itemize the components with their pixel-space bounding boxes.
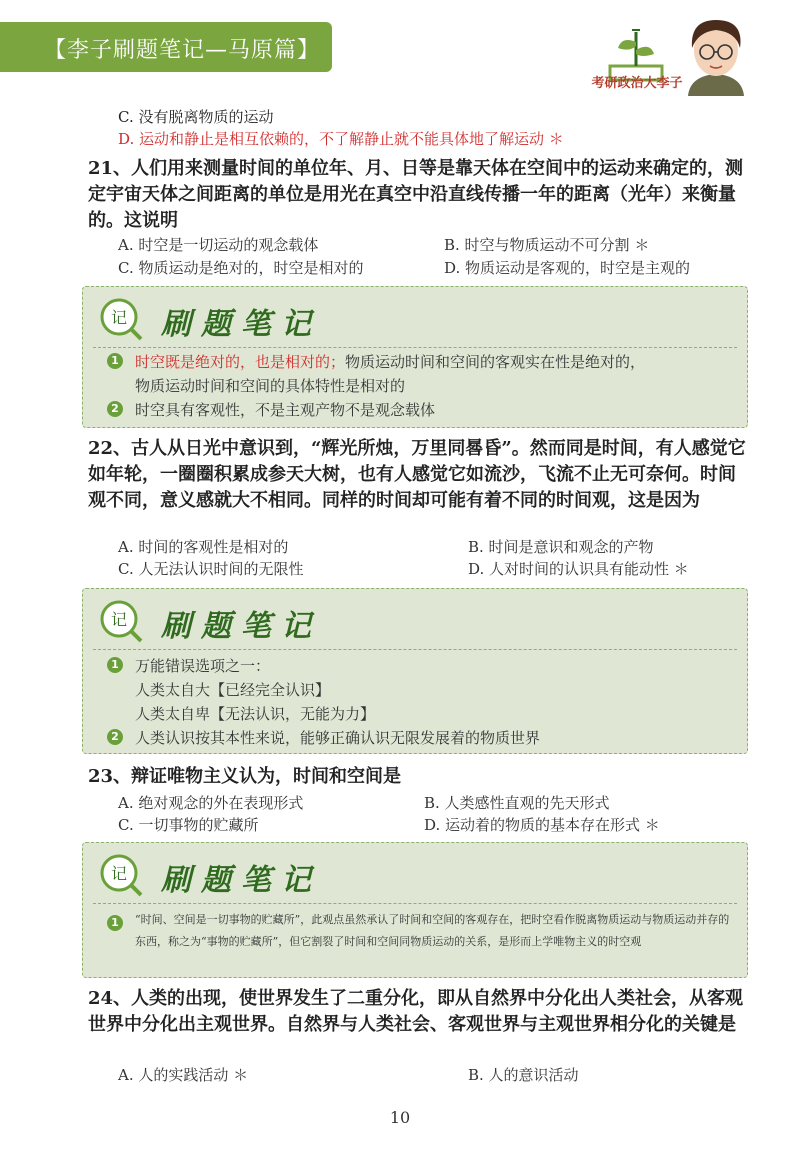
q22-option-a: A. 时间的客观性是相对的 <box>118 538 289 556</box>
note22-item2: 人类认识按其本性来说，能够正确认识无限发展着的物质世界 <box>135 729 541 747</box>
svg-text:记: 记 <box>110 610 128 629</box>
note-divider <box>93 347 737 348</box>
prev-option-d-answer: D. 运动和静止是相互依赖的，不了解静止就不能具体地了解运动 ＊ <box>118 130 564 148</box>
prev-option-c: C. 没有脱离物质的运动 <box>118 108 274 126</box>
note-header <box>97 851 397 899</box>
magnifier-note-icon <box>97 851 143 897</box>
header-banner-title: 【李子刷题笔记—马原篇】 <box>44 38 321 63</box>
note-header <box>97 295 397 343</box>
bullet-1-icon: 1 <box>107 353 123 369</box>
question-24: 24、人类的出现，使世界发生了二重分化，即从自然界中分化出人类社会，从客观世界中分化出主观世界。自然界与人类社会、客观世界与主观世界相分化的关键是 <box>88 988 744 1035</box>
q21-option-d: D. 物质运动是客观的，时空是主观的 <box>444 259 691 277</box>
q24-option-a-answer: A. 人的实践活动 ＊ <box>118 1066 249 1084</box>
note23-item1: “时间、空间是一切事物的贮藏所”，此观点虽然承认了时间和空间的客观存在，把时空看作脱离物质运动与物质运动并存的东西，称之为“事物的贮藏所”，但它割裂了时间和空间同物质运动的关系，是形而上学唯物主义的时空观 <box>135 913 730 948</box>
bullet-2-icon: 2 <box>107 729 123 745</box>
note22-item1-line2: 人类太自大【已经完全认识】 <box>135 681 331 699</box>
q22-option-b: B. 时间是意识和观念的产物 <box>468 538 654 556</box>
note21-item2: 时空具有客观性，不是主观产物不是观念载体 <box>135 401 436 419</box>
q23-option-a: A. 绝对观念的外在表现形式 <box>118 794 304 812</box>
note22-item1: 万能错误选项之一： <box>135 657 271 675</box>
q21-option-c: C. 物质运动是绝对的，时空是相对的 <box>118 259 364 277</box>
bullet-2-icon: 2 <box>107 401 123 417</box>
q21-option-b-answer: B. 时空与物质运动不可分割 ＊ <box>444 236 650 254</box>
q24-option-b: B. 人的意识活动 <box>468 1066 579 1084</box>
question-22: 22、古人从日光中意识到，“辉光所烛，万里同晷昏”。然而同是时间，有人感觉它如年轮，一圈圈积累成参天大树，也有人感觉它如流沙，飞流不止无可奈何。时间观不同，意义感就大不相同。同样的时间却可能有着不同的时间观，这是因为 <box>88 438 746 511</box>
question-21: 21、人们用来测量时间的单位年、月、日等是靠天体在空间中的运动来确定的，测定宇宙天体之间距离的单位是用光在真空中沿直线传播一年的距离（光年）来衡量的。这说明 <box>88 158 744 231</box>
note21-item1 <box>135 351 645 372</box>
note-divider <box>93 903 737 904</box>
note-divider <box>93 649 737 650</box>
note-title: 刷题笔记 <box>161 307 321 342</box>
note21-item1-rest: 物质运动时间和空间的客观实在性是绝对的， <box>345 353 646 371</box>
note21-item1-red: 时空既是绝对的，也是相对的； <box>135 353 346 371</box>
magnifier-note-icon <box>97 295 143 341</box>
q23-option-b: B. 人类感性直观的先天形式 <box>424 794 610 812</box>
page-number: 10 <box>389 1108 411 1127</box>
note-box-21 <box>82 286 748 428</box>
q22-option-d-answer: D. 人对时间的认识具有能动性 ＊ <box>468 560 689 578</box>
note-title: 刷题笔记 <box>161 609 321 644</box>
magnifier-note-icon <box>97 597 143 643</box>
header-banner <box>0 22 332 72</box>
note-title: 刷题笔记 <box>161 863 321 898</box>
note-header <box>97 597 397 645</box>
q23-option-c: C. 一切事物的贮藏所 <box>118 816 259 834</box>
note-box-23 <box>82 842 748 978</box>
note21-item1-line2: 物质运动时间和空间的具体特性是相对的 <box>135 377 406 395</box>
svg-text:记: 记 <box>110 308 128 327</box>
logo-caption: 考研政治大李子 <box>591 76 683 91</box>
note-box-22 <box>82 588 748 754</box>
bullet-1-icon: 1 <box>107 657 123 673</box>
svg-text:记: 记 <box>110 864 128 883</box>
bullet-1-icon: 1 <box>107 915 123 931</box>
question-23: 23、辩证唯物主义认为，时间和空间是 <box>88 766 402 787</box>
q22-option-c: C. 人无法认识时间的无限性 <box>118 560 304 578</box>
q21-option-a: A. 时空是一切运动的观念载体 <box>118 236 319 254</box>
avatar <box>680 14 752 96</box>
q23-option-d-answer: D. 运动着的物质的基本存在形式 ＊ <box>424 816 660 834</box>
note22-item1-line3: 人类太自卑【无法认识，无能为力】 <box>135 705 376 723</box>
